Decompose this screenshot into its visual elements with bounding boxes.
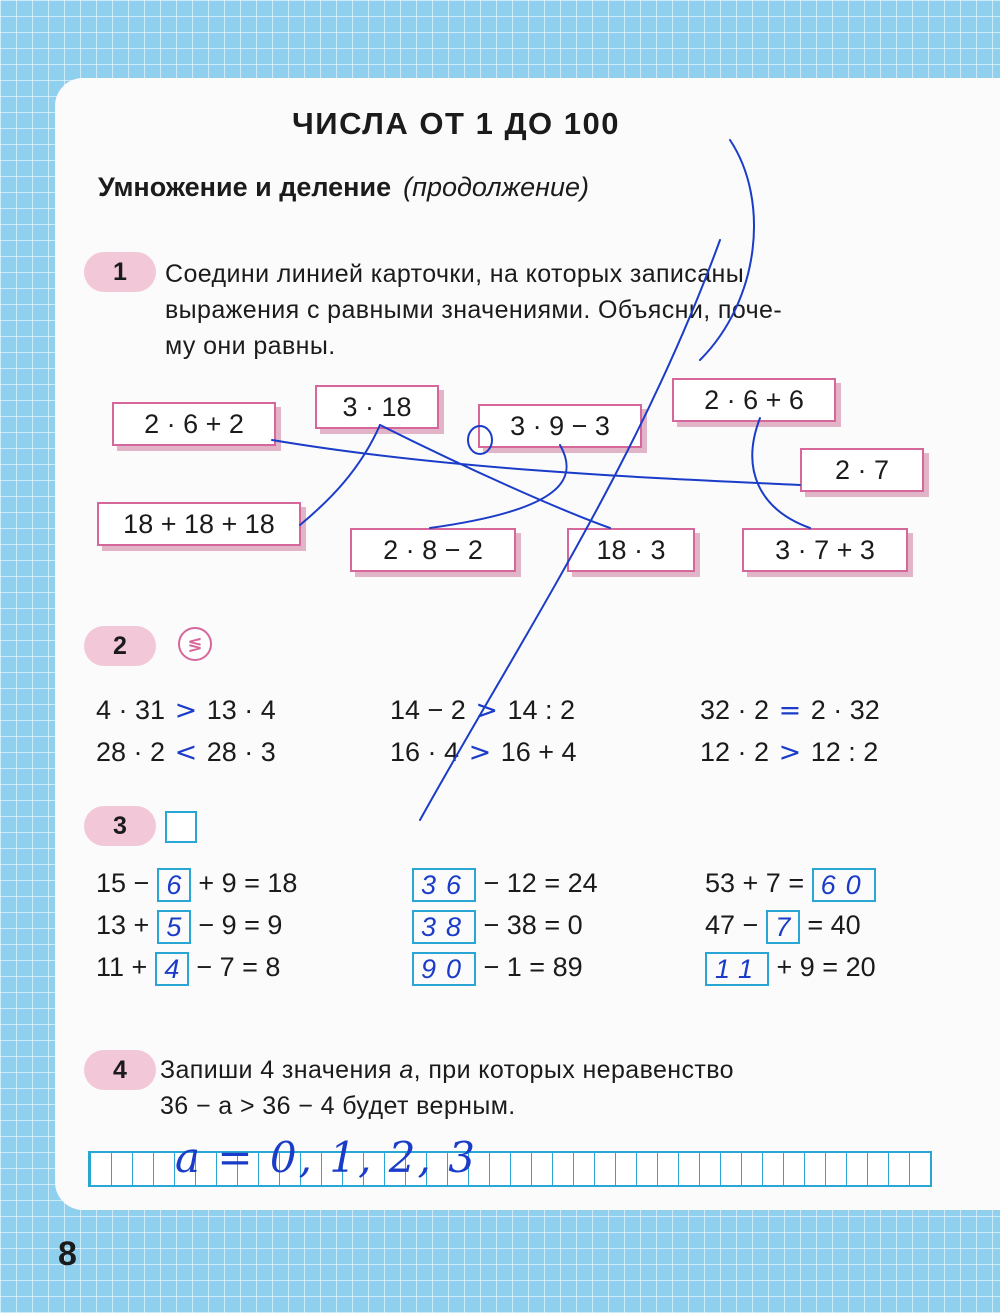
compare-symbol-icon: ≶: [178, 627, 212, 661]
task-2-badge: 2: [84, 626, 156, 666]
comparison-sign[interactable]: >: [778, 737, 802, 768]
left-operand: 32 · 2: [700, 695, 770, 725]
answer-box[interactable]: 11: [705, 952, 769, 986]
task-1-line-1: Соедини линией карточки, на которых записаны: [165, 260, 745, 288]
answer-box[interactable]: 6: [157, 868, 191, 902]
card-expression[interactable]: 2 · 6 + 6: [672, 378, 836, 422]
answer-box[interactable]: 5: [157, 910, 191, 944]
equation-part: + 9 = 18: [198, 868, 298, 899]
equation: [705, 952, 876, 986]
equation-part: + 9 = 20: [776, 952, 876, 983]
comparison-sign[interactable]: =: [778, 695, 802, 726]
left-operand: 28 · 2: [96, 737, 166, 767]
left-operand: 16 · 4: [390, 737, 460, 767]
equation-part: 53 + 7 =: [705, 868, 805, 899]
comparison-expression: [96, 737, 276, 768]
card-expression[interactable]: 2 · 6 + 2: [112, 402, 276, 446]
task-1-line-2: выражения с равными значениями. Объясни, поче-: [165, 296, 783, 324]
equation-part: 47 −: [705, 910, 759, 941]
comparison-expression: [390, 695, 575, 726]
task-3-badge: 3: [84, 806, 156, 846]
equation: [96, 952, 280, 986]
task-4-line-1-pre: Запиши 4 значения: [160, 1056, 392, 1084]
equation: [96, 868, 297, 902]
comparison-sign[interactable]: <: [174, 737, 198, 768]
task-4-line-2: 36 − a > 36 − 4 будет верным.: [160, 1092, 516, 1120]
right-operand: 16 + 4: [500, 737, 577, 767]
equation-part: − 12 = 24: [483, 868, 598, 899]
equation-part: 15 −: [96, 868, 150, 899]
equation-part: 13 +: [96, 910, 150, 941]
equation-part: − 1 = 89: [483, 952, 583, 983]
answer-box[interactable]: 4: [155, 952, 189, 986]
equation-part: − 38 = 0: [483, 910, 583, 941]
comparison-sign[interactable]: >: [468, 737, 492, 768]
comparison-sign[interactable]: >: [475, 695, 498, 726]
task-4-text: [160, 1052, 734, 1124]
right-operand: 14 : 2: [507, 695, 576, 725]
handwritten-answer: a = 0, 1, 2, 3: [175, 1133, 477, 1182]
equation: [412, 910, 583, 944]
page-number: 8: [58, 1235, 77, 1273]
card-expression[interactable]: 18 · 3: [567, 528, 695, 572]
answer-box[interactable]: 36: [412, 868, 476, 902]
equation: [412, 868, 598, 902]
answer-box[interactable]: 7: [766, 910, 800, 944]
equation-part: 11 +: [96, 952, 148, 983]
answer-box[interactable]: 90: [412, 952, 476, 986]
right-operand: 12 : 2: [810, 737, 879, 767]
equation-part: − 9 = 9: [198, 910, 283, 941]
left-operand: 12 · 2: [700, 737, 770, 767]
task-1-badge: 1: [84, 252, 156, 292]
comparison-expression: [700, 737, 878, 768]
page-title: ЧИСЛА ОТ 1 ДО 100: [292, 106, 620, 141]
comparison-expression: [390, 737, 577, 768]
task-4-line-1: [160, 1052, 734, 1088]
subtitle-paren: (продолжение): [403, 172, 590, 202]
right-operand: 13 · 4: [206, 695, 276, 725]
answer-box[interactable]: 38: [412, 910, 476, 944]
card-expression[interactable]: 2 · 7: [800, 448, 924, 492]
comparison-expression: [96, 695, 276, 726]
left-operand: 14 − 2: [390, 695, 466, 725]
task-4-variable: a: [399, 1056, 414, 1084]
card-expression[interactable]: 18 + 18 + 18: [97, 502, 301, 546]
section-subtitle: [98, 172, 589, 203]
right-operand: 28 · 3: [206, 737, 276, 767]
card-expression[interactable]: 3 · 7 + 3: [742, 528, 908, 572]
equation: [705, 910, 861, 944]
equation-part: = 40: [807, 910, 861, 941]
card-expression[interactable]: 3 · 9 − 3: [478, 404, 642, 448]
task-4-badge: 4: [84, 1050, 156, 1090]
subtitle-main: Умножение и деление: [98, 172, 392, 202]
card-expression[interactable]: 2 · 8 − 2: [350, 528, 516, 572]
equation: [705, 868, 876, 902]
comparison-sign[interactable]: >: [174, 695, 198, 726]
task-1-line-3: му они равны.: [165, 332, 336, 360]
task-4-line-1-post: , при которых неравенство: [413, 1056, 734, 1084]
task-1-text: [165, 256, 782, 364]
equation-part: − 7 = 8: [196, 952, 281, 983]
equation: [96, 910, 282, 944]
right-operand: 2 · 32: [810, 695, 880, 725]
equation: [412, 952, 583, 986]
answer-box[interactable]: 60: [812, 868, 876, 902]
card-expression[interactable]: 3 · 18: [315, 385, 439, 429]
empty-box-icon: [165, 811, 197, 843]
left-operand: 4 · 31: [96, 695, 166, 725]
comparison-expression: [700, 695, 880, 726]
